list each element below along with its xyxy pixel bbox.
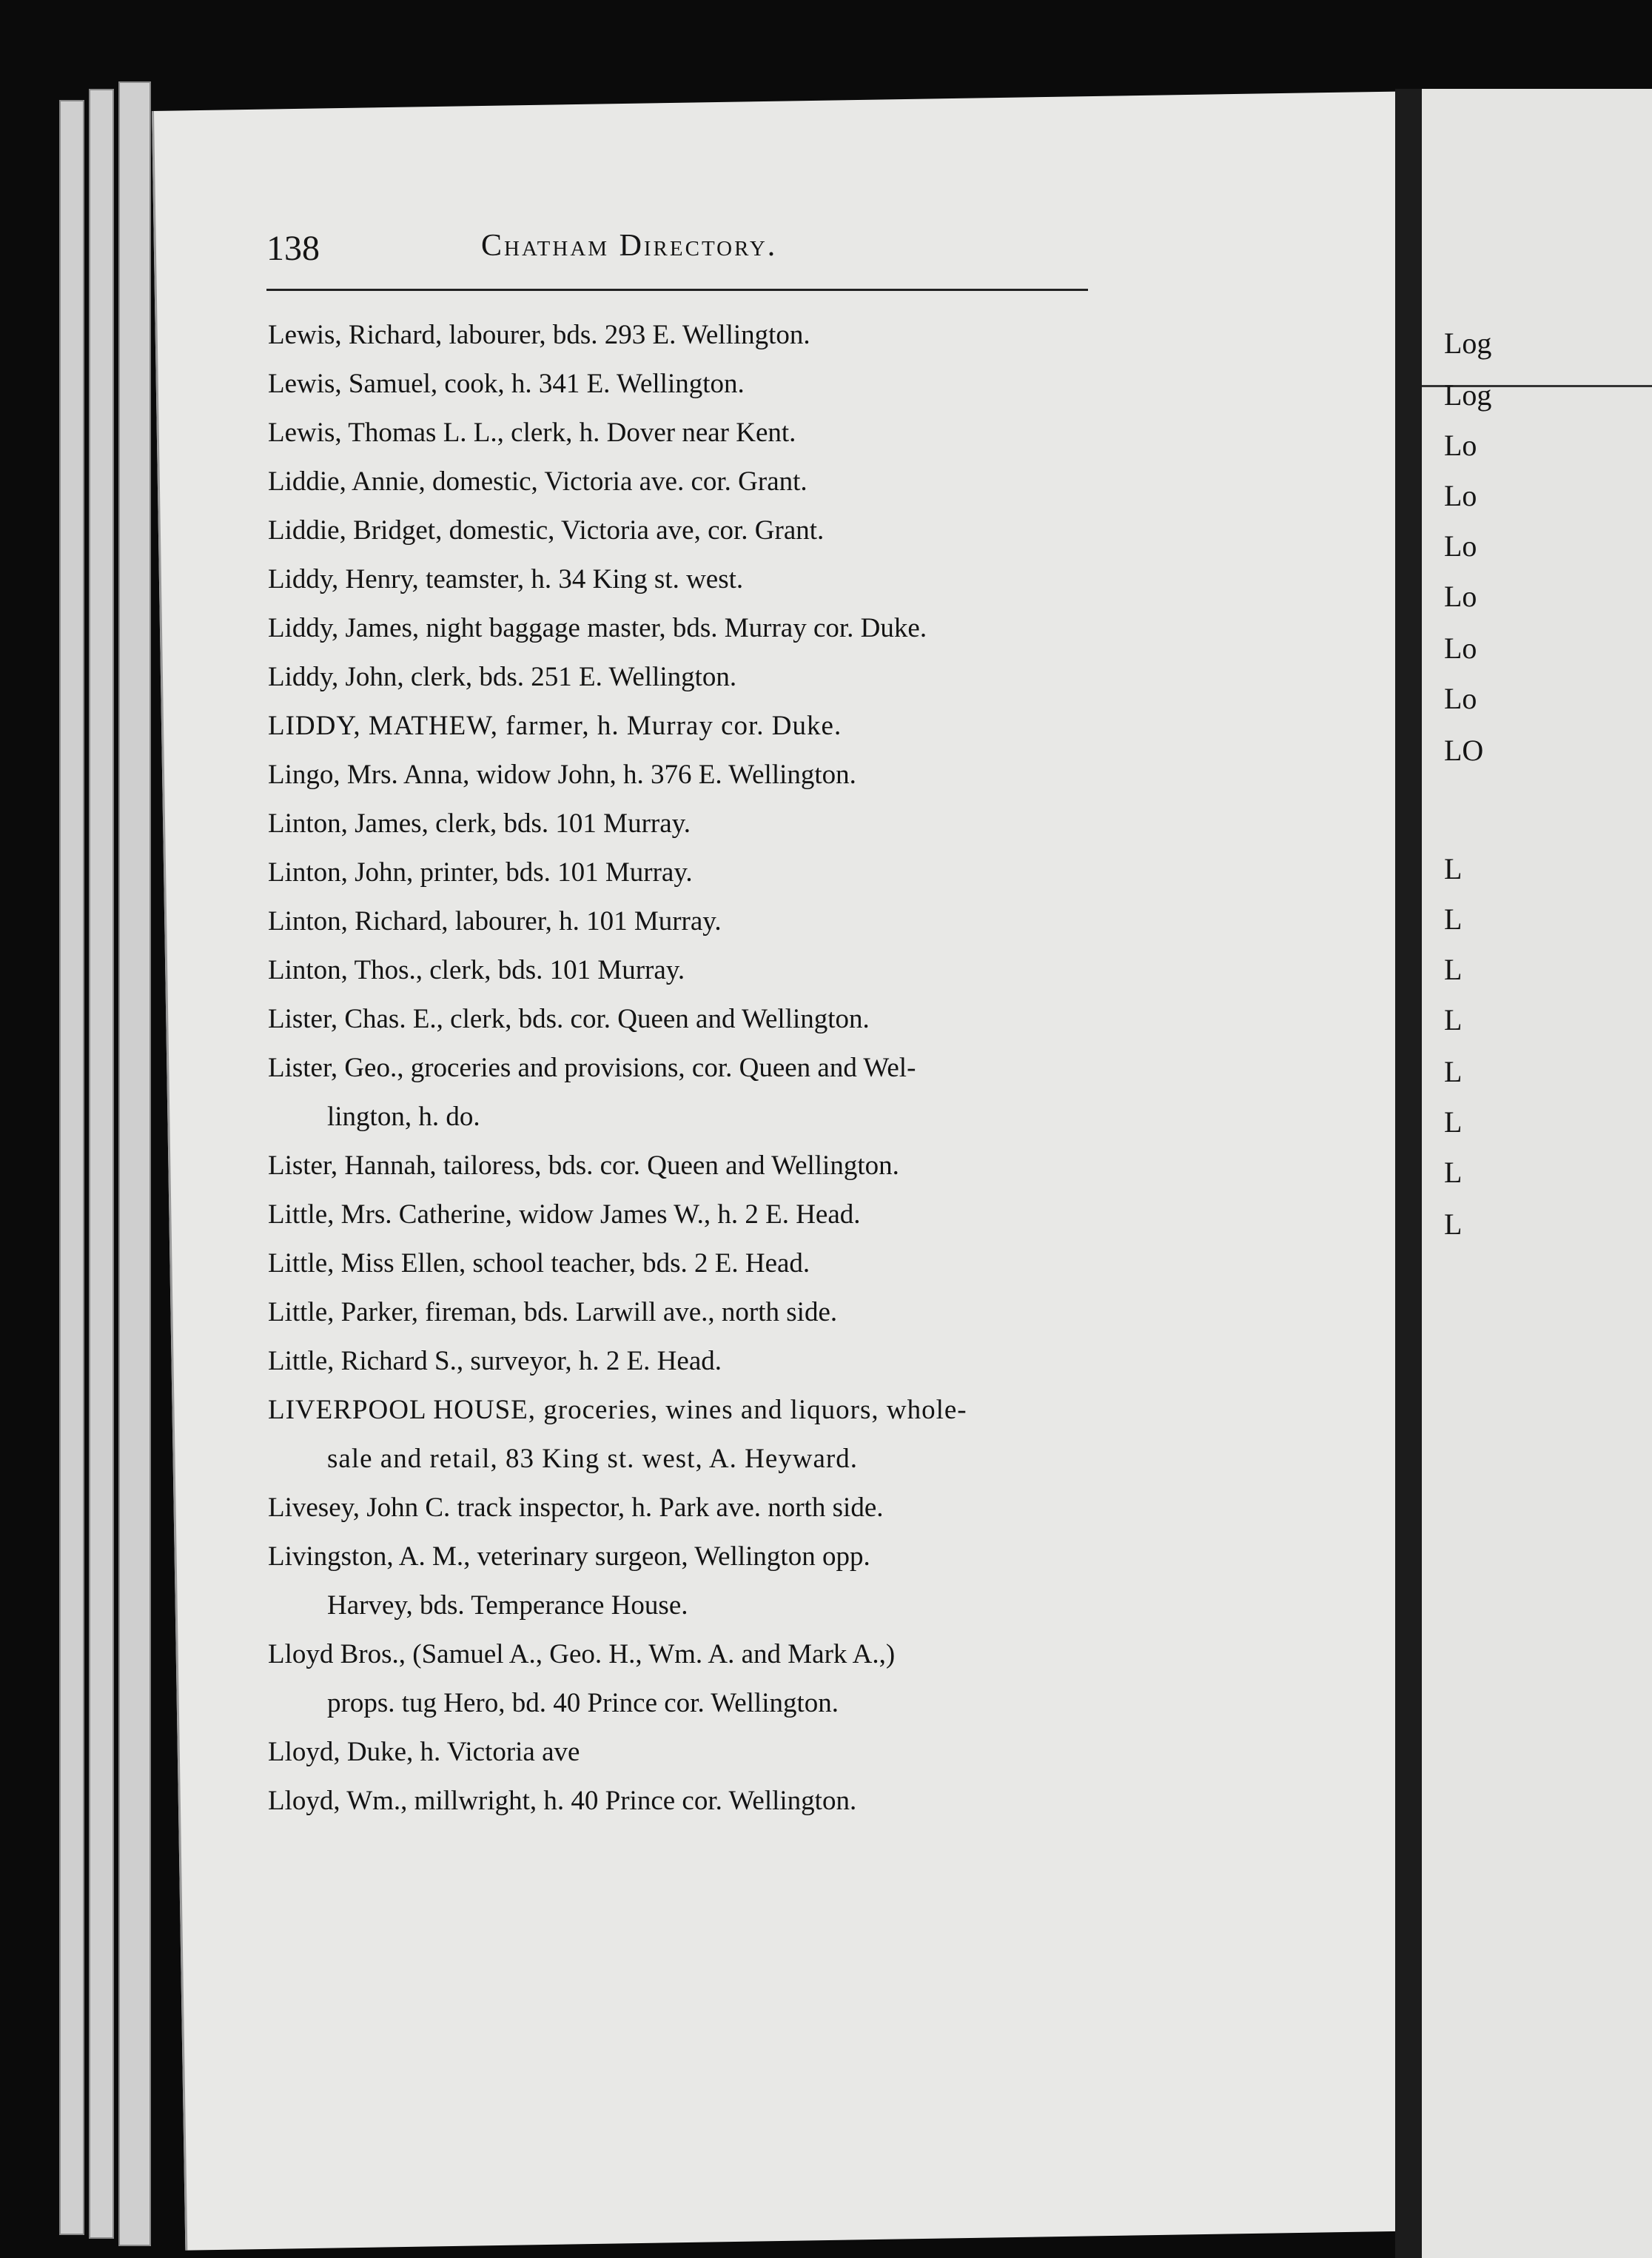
- facing-page-fragment: Lo: [1444, 529, 1477, 563]
- book-gutter: [1395, 89, 1422, 2258]
- page-edge-1: [59, 100, 84, 2235]
- entry-text: Little, Mrs. Catherine, widow James W., h. 2 E. Head.: [268, 1199, 861, 1230]
- directory-entry: [268, 1288, 1112, 1337]
- entry-text: Lewis, Samuel, cook, h. 341 E. Wellington.: [268, 369, 745, 399]
- entry-text: Lloyd Bros., (Samuel A., Geo. H., Wm. A. and Mark A.,): [268, 1639, 896, 1669]
- directory-entry: [268, 653, 1112, 702]
- entry-text: Linton, Richard, labourer, h. 101 Murray.: [268, 906, 722, 937]
- directory-entry: [268, 1044, 1112, 1142]
- directory-entry: [268, 1728, 1112, 1777]
- directory-entry: [268, 1386, 1112, 1484]
- entry-text: Lister, Hannah, tailoress, bds. cor. Queen and Wellington.: [268, 1150, 899, 1181]
- entry-text: LIVERPOOL HOUSE, groceries, wines and liquors, whole-: [268, 1395, 967, 1425]
- directory-entries: [268, 311, 1112, 1826]
- page-header: [266, 222, 1088, 289]
- entry-text: Lister, Geo., groceries and provisions, cor. Queen and Wel-: [268, 1053, 916, 1083]
- entry-text: Little, Richard S., surveyor, h. 2 E. Head.: [268, 1346, 722, 1376]
- directory-entry: [268, 1239, 1112, 1288]
- entry-text: Liddy, James, night baggage master, bds. Murray cor. Duke.: [268, 613, 927, 643]
- facing-page-fragment: L: [1444, 1207, 1463, 1241]
- directory-entry: [268, 1337, 1112, 1386]
- facing-page-fragment: Lo: [1444, 580, 1477, 613]
- facing-page: [1422, 89, 1652, 2258]
- directory-entry: [268, 751, 1112, 800]
- directory-entry: [268, 555, 1112, 604]
- facing-page-fragment: L: [1444, 902, 1463, 936]
- facing-page-fragment: Lo: [1444, 479, 1477, 512]
- entry-text: Lister, Chas. E., clerk, bds. cor. Queen and Wellington.: [268, 1004, 870, 1034]
- directory-entry: [268, 848, 1112, 897]
- directory-entry: [268, 702, 1112, 751]
- entry-text: Lewis, Richard, labourer, bds. 293 E. Wellington.: [268, 320, 810, 350]
- directory-entry: [268, 1630, 1112, 1728]
- directory-entry: [268, 946, 1112, 995]
- directory-entry: [268, 1532, 1112, 1630]
- entry-text: Linton, Thos., clerk, bds. 101 Murray.: [268, 955, 685, 985]
- directory-entry: [268, 1777, 1112, 1826]
- running-head: Chatham Directory.: [481, 229, 778, 263]
- facing-page-fragment: L: [1444, 1003, 1463, 1036]
- entry-text: Linton, John, printer, bds. 101 Murray.: [268, 857, 693, 888]
- entry-text: Livesey, John C. track inspector, h. Park ave. north side.: [268, 1493, 884, 1523]
- page-number: 138: [266, 229, 320, 268]
- entry-text: Lewis, Thomas L. L., clerk, h. Dover near Kent.: [268, 418, 796, 448]
- facing-page-fragment: L: [1444, 953, 1463, 986]
- entry-text: Little, Parker, fireman, bds. Larwill ave., north side.: [268, 1297, 838, 1327]
- directory-entry: [268, 1484, 1112, 1532]
- directory-entry: [268, 1190, 1112, 1239]
- facing-page-fragment: Lo: [1444, 631, 1477, 665]
- directory-entry: [268, 604, 1112, 653]
- entry-continuation: props. tug Hero, bd. 40 Prince cor. Wellington.: [327, 1688, 839, 1718]
- facing-page-fragment: L: [1444, 1055, 1463, 1088]
- entry-text: Little, Miss Ellen, school teacher, bds. 2 E. Head.: [268, 1248, 810, 1279]
- directory-entry: [268, 311, 1112, 360]
- facing-page-fragment: L: [1444, 852, 1463, 885]
- facing-page-fragment: Lo: [1444, 682, 1477, 715]
- entry-text: LIDDY, MATHEW, farmer, h. Murray cor. Duke.: [268, 711, 842, 741]
- entry-text: Lloyd, Duke, h. Victoria ave: [268, 1737, 580, 1767]
- entry-text: Livingston, A. M., veterinary surgeon, Wellington opp.: [268, 1541, 870, 1572]
- entry-text: Lingo, Mrs. Anna, widow John, h. 376 E. Wellington.: [268, 760, 856, 790]
- entry-text: Liddy, John, clerk, bds. 251 E. Wellington.: [268, 662, 737, 692]
- entry-text: Lloyd, Wm., millwright, h. 40 Prince cor. Wellington.: [268, 1786, 857, 1816]
- facing-page-fragment: LO: [1444, 734, 1484, 767]
- header-rule: [266, 289, 1088, 291]
- page-edge-2: [89, 89, 114, 2239]
- entry-continuation: Harvey, bds. Temperance House.: [327, 1590, 688, 1621]
- entry-continuation: sale and retail, 83 King st. west, A. Heyward.: [327, 1444, 858, 1474]
- directory-entry: [268, 409, 1112, 458]
- facing-page-fragment: L: [1444, 1105, 1463, 1139]
- facing-page-fragment: Log: [1444, 378, 1492, 412]
- facing-page-fragment: Log: [1444, 326, 1492, 360]
- directory-entry: [268, 897, 1112, 946]
- facing-page-fragment: Lo: [1444, 429, 1477, 462]
- directory-entry: [268, 1142, 1112, 1190]
- directory-entry: [268, 800, 1112, 848]
- directory-entry: [268, 360, 1112, 409]
- entry-text: Liddie, Bridget, domestic, Victoria ave, cor. Grant.: [268, 515, 825, 546]
- directory-entry: [268, 995, 1112, 1044]
- entry-text: Linton, James, clerk, bds. 101 Murray.: [268, 808, 691, 839]
- page-edge-3: [118, 81, 151, 2246]
- entry-continuation: lington, h. do.: [327, 1102, 480, 1132]
- directory-entry: [268, 458, 1112, 506]
- directory-entry: [268, 506, 1112, 555]
- facing-page-fragment: L: [1444, 1156, 1463, 1189]
- entry-text: Liddie, Annie, domestic, Victoria ave. cor. Grant.: [268, 466, 807, 497]
- entry-text: Liddy, Henry, teamster, h. 34 King st. west.: [268, 564, 744, 594]
